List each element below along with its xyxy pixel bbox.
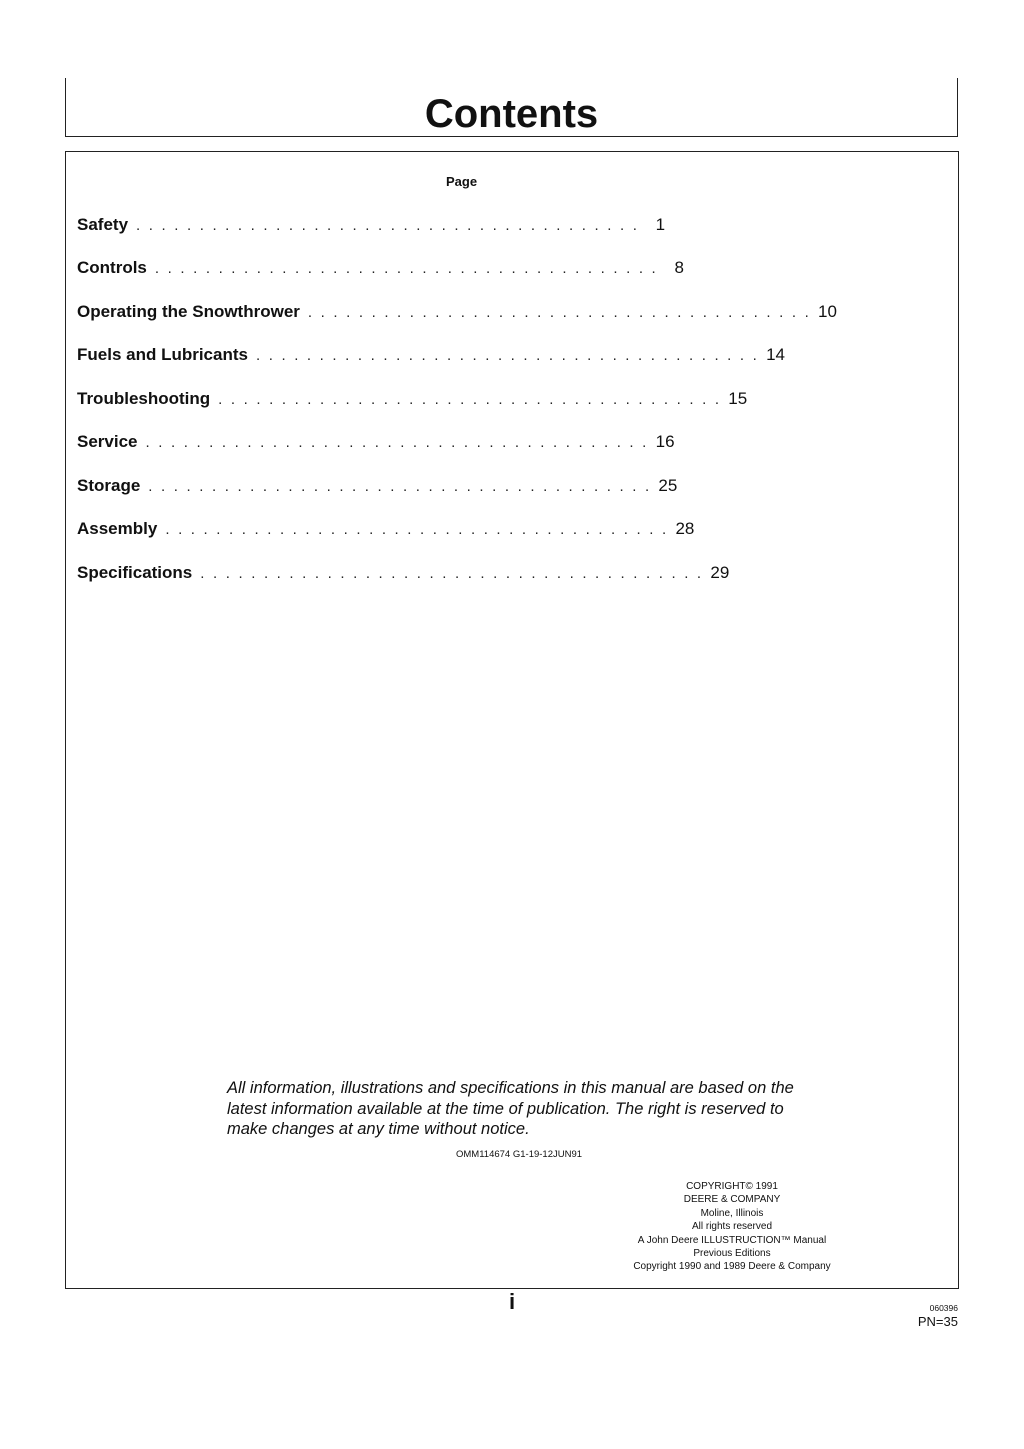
copyright-line: DEERE & COMPANY [683,1194,781,1206]
copyright-line: A John Deere ILLUSTRUCTION™ Manual [637,1234,827,1246]
toc-item-operating[interactable] [77,302,837,326]
toc-item-label: Service [77,432,138,451]
toc-item-page: 25 [658,476,678,495]
page-column-label: Page [446,174,478,189]
toc-leader-dots: . . . . . . . . . . . . . . . . . . . . . . . . . . . . . . . . . . . . . . . . [200,565,704,582]
toc-item-safety[interactable] [77,215,666,239]
toc-item-service[interactable] [77,432,675,456]
toc-item-label: Safety [77,215,129,234]
toc-leader-dots: . . . . . . . . . . . . . . . . . . . . . . . . . . . . . . . . . . . . . . . . [307,304,811,321]
footer-code: 060396 [929,1303,958,1313]
copyright-line: Moline, Illinois [700,1207,764,1219]
toc-item-page: 15 [728,389,748,408]
toc-item-label: Troubleshooting [77,389,211,408]
toc-item-page: 14 [766,345,786,364]
copyright-line: Copyright 1990 and 1989 Deere & Company [633,1261,831,1273]
toc-item-troubleshooting[interactable] [77,389,748,413]
toc-item-label: Fuels and Lubricants [77,345,248,364]
page-number: i [508,1289,516,1314]
toc-item-storage[interactable] [77,476,678,500]
page-title: Contents [424,92,599,136]
toc-item-page: 28 [675,519,695,538]
toc-item-label: Assembly [77,519,158,538]
toc-item-assembly[interactable] [77,519,695,543]
title-frame [65,78,958,137]
toc-item-label: Operating the Snowthrower [77,302,300,321]
toc-item-page: 10 [818,302,837,321]
toc-item-page: 29 [710,563,730,582]
toc-item-fuels[interactable] [77,345,786,369]
footer-pn: PN=35 [917,1314,958,1329]
toc-item-label: Storage [77,476,141,495]
toc-item-label: Controls [77,258,147,277]
toc-leader-dots: . . . . . . . . . . . . . . . . . . . . . . . . . . . . . . . . . . . . . . . . [218,391,722,408]
copyright-line: All rights reserved [691,1221,773,1233]
document-code: OMM114674 G1-19-12JUN91 [456,1149,583,1160]
toc-leader-dots: . . . . . . . . . . . . . . . . . . . . . . . . . . . . . . . . . . . . . . . . [165,521,669,538]
toc-item-label: Specifications [77,563,193,582]
contents-panel [65,151,959,1289]
toc-item-specifications[interactable] [77,563,730,587]
toc-leader-dots: . . . . . . . . . . . . . . . . . . . . . . . . . . . . . . . . . . . . . . . . [148,478,652,495]
toc-leader-dots: . . . . . . . . . . . . . . . . . . . . . . . . . . . . . . . . . . . . . . . . [136,217,640,234]
toc-item-page: 8 [674,258,684,277]
copyright-line: Previous Editions [693,1248,771,1260]
copyright-line: COPYRIGHT© 1991 [686,1181,778,1192]
disclaimer-notice: All information, illustrations and specifications in this manual are based on the latest information available at the time of publication. The right is reserved to make changes at any time without notice. [227,1079,794,1138]
toc-item-controls[interactable] [77,258,684,282]
toc-leader-dots: . . . . . . . . . . . . . . . . . . . . . . . . . . . . . . . . . . . . . . . . [145,434,649,451]
toc-leader-dots: . . . . . . . . . . . . . . . . . . . . . . . . . . . . . . . . . . . . . . . . [154,260,658,277]
copyright-block [596,1180,868,1274]
toc-item-page: 16 [655,432,675,451]
toc-leader-dots: . . . . . . . . . . . . . . . . . . . . . . . . . . . . . . . . . . . . . . . . [255,347,760,364]
toc-item-page: 1 [655,215,666,234]
